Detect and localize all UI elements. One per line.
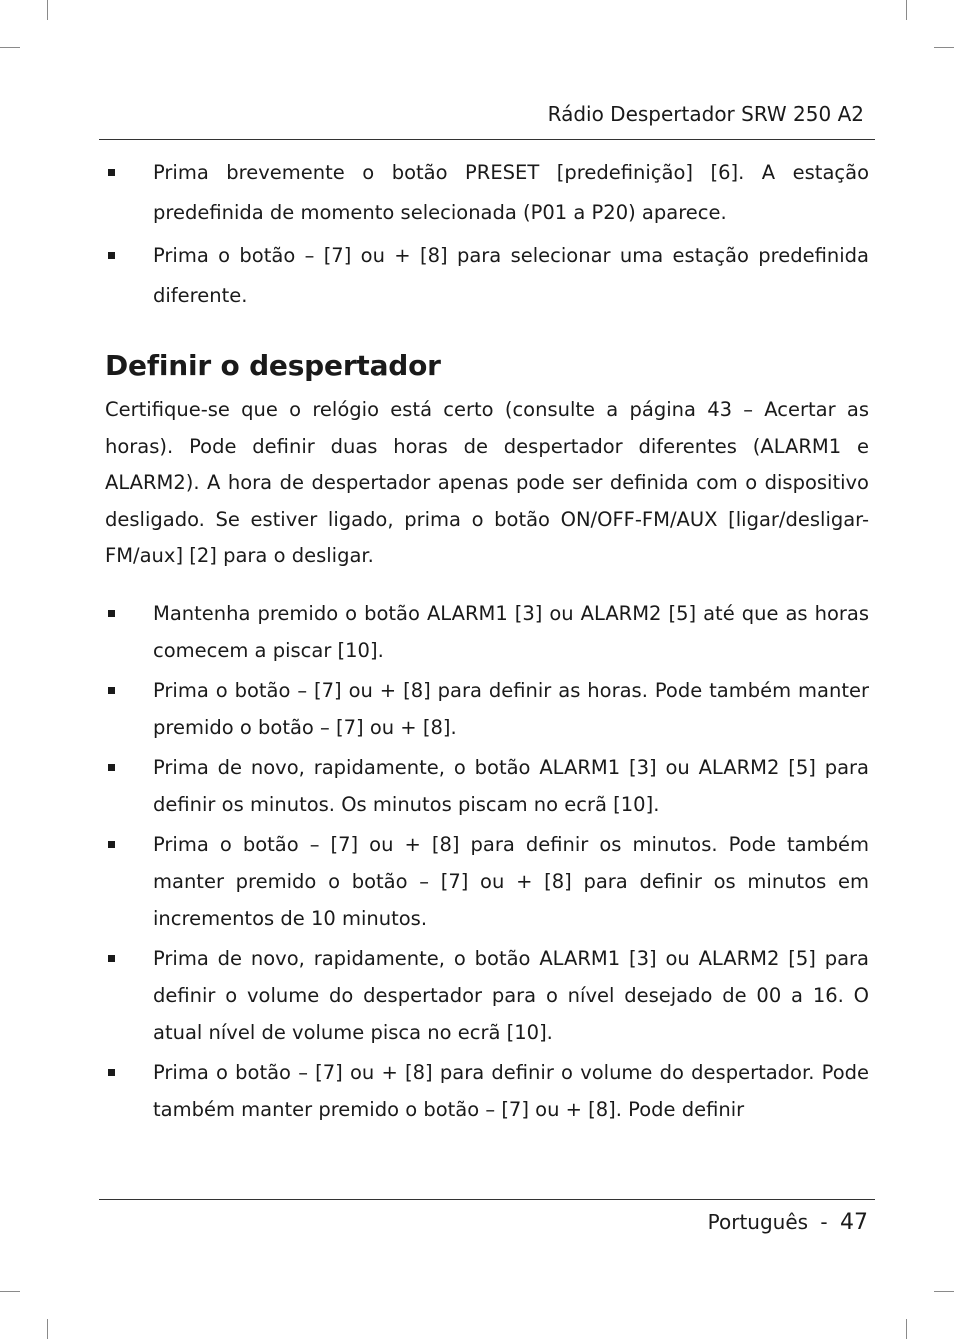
list-item-text: Prima o botão – [7] ou + [8] para definir os minutos. Pode também manter premido o botão – [7] ou + [8] para definir os minutos em incrementos de 10 minutos. bbox=[153, 832, 869, 930]
crop-mark-top-right-v bbox=[906, 0, 907, 20]
crop-mark-top-left-h bbox=[0, 47, 20, 48]
list-item bbox=[105, 672, 869, 746]
crop-mark-bottom-right-v bbox=[906, 1319, 907, 1339]
crop-mark-top-right-h bbox=[934, 47, 954, 48]
list-item bbox=[105, 749, 869, 823]
list-item-text: Mantenha premido o botão ALARM1 [3] ou ALARM2 [5] até que as horas comecem a piscar [10]. bbox=[153, 601, 869, 662]
page-content bbox=[105, 153, 869, 1131]
list-item-text: Prima o botão – [7] ou + [8] para definir o volume do despertador. Pode também manter premido o botão – [7] ou + [8]. Pode definir bbox=[153, 1060, 869, 1121]
list-item bbox=[105, 1054, 869, 1128]
square-bullet-icon bbox=[108, 764, 115, 771]
list-item-text: Prima o botão – [7] ou + [8] para selecionar uma estação predefinida diferente. bbox=[153, 244, 869, 307]
square-bullet-icon bbox=[108, 1069, 115, 1076]
crop-mark-bottom-left-h bbox=[0, 1291, 20, 1292]
list-item-text: Prima o botão – [7] ou + [8] para definir as horas. Pode também manter premido o botão – [7] ou + [8]. bbox=[153, 678, 869, 739]
running-header: Rádio Despertador SRW 250 A2 bbox=[547, 102, 864, 126]
list-item-text: Prima de novo, rapidamente, o botão ALARM1 [3] ou ALARM2 [5] para definir os minutos. Os minutos piscam no ecrã [10]. bbox=[153, 755, 869, 816]
footer-separator: - bbox=[820, 1210, 828, 1234]
bullet-list-steps bbox=[105, 595, 869, 1128]
section-heading: Definir o despertador bbox=[105, 349, 441, 382]
page-number: 47 bbox=[840, 1210, 868, 1235]
list-item bbox=[105, 153, 869, 233]
square-bullet-icon bbox=[108, 169, 115, 176]
list-item bbox=[105, 940, 869, 1051]
crop-mark-bottom-left-v bbox=[47, 1319, 48, 1339]
list-item-text: Prima de novo, rapidamente, o botão ALARM1 [3] ou ALARM2 [5] para definir o volume do despertador para o nível desejado de 00 a 16. O atual nível de volume pisca no ecrã [10]. bbox=[153, 946, 869, 1044]
list-item-text: Prima brevemente o botão PRESET [predefinição] [6]. A estação predefinida de momento selecionada (P01 a P20) aparece. bbox=[153, 161, 869, 224]
square-bullet-icon bbox=[108, 841, 115, 848]
square-bullet-icon bbox=[108, 610, 115, 617]
list-item bbox=[105, 826, 869, 937]
crop-mark-top-left-v bbox=[47, 0, 48, 20]
footer-language: Português bbox=[707, 1210, 809, 1234]
square-bullet-icon bbox=[108, 955, 115, 962]
footer-rule bbox=[99, 1199, 875, 1200]
bullet-list-top bbox=[105, 153, 869, 316]
header-rule bbox=[99, 139, 875, 140]
list-item bbox=[105, 595, 869, 669]
page-footer bbox=[708, 1206, 868, 1239]
square-bullet-icon bbox=[108, 687, 115, 694]
list-item bbox=[105, 236, 869, 316]
crop-mark-bottom-right-h bbox=[934, 1291, 954, 1292]
section-intro: Certifique-se que o relógio está certo (consulte a página 43 – Acertar as horas). Pode definir duas horas de despertador diferentes (ALARM1 e ALARM2). A hora de despertador apenas pode ser definida com o dispositivo desligado. Se estiver ligado, prima o botão ON/OFF-FM/AUX [ligar/desligar-FM/aux] [2] para o desligar. bbox=[105, 398, 869, 568]
square-bullet-icon bbox=[108, 252, 115, 259]
